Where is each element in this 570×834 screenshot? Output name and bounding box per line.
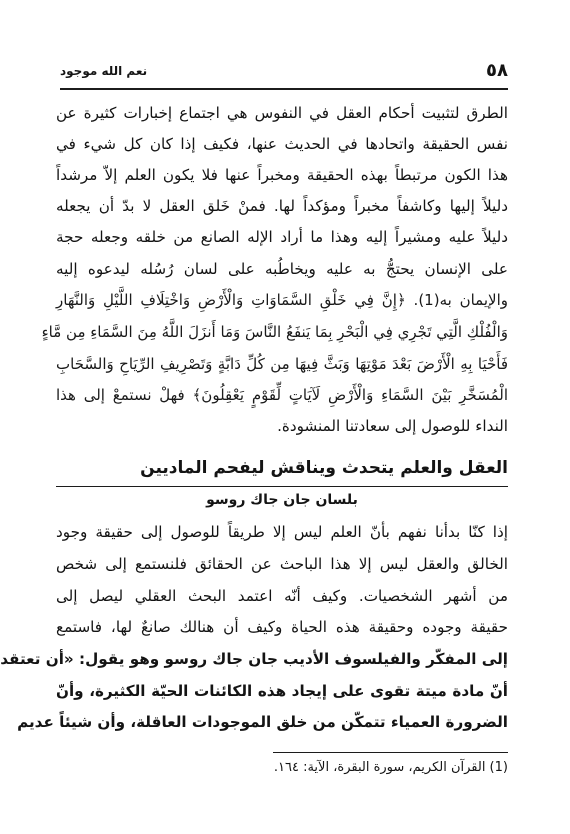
paragraph2-line-3: من أشهر الشخصيات. وكيف أنّه اعتمد البحث العقلي ليصل إلى xyxy=(56,587,508,605)
paragraph2-line-1: إذا كنّا بدأنا نفهم بأنّ العلم ليس إلا طريقاً للوصول إلى حقيقة وجود xyxy=(56,523,508,541)
page-number: ٥٨ xyxy=(486,60,508,81)
paragraph1-line-6: على الإنسان يحتجُّ به عليه ويخاطُبه على لسان رُسُله ليدعوه إليه xyxy=(56,260,508,278)
footnote-separator xyxy=(273,752,508,753)
footnote: (1) القرآن الكريم، سورة البقرة، الآية: ١٦٤. xyxy=(273,760,508,775)
paragraph1-line-1: الطرق لتثبيت أحكام العقل في النفوس هي اجتماع إخبارات كثيرة عن xyxy=(56,104,508,122)
section-author: بلسان جان جاك روسو xyxy=(206,492,358,508)
paragraph2-line-2: الخالق والعقل ليس إلا هذا الباحث عن الحقائق فلنستمع إلى شخص xyxy=(56,555,508,573)
quran-verse-line-2: فَأَحْيَا بِهِ الْأَرْضَ بَعْدَ مَوْتِهَا وَبَثَّ فِيهَا مِن كُلِّ دَابَّةٍ وَتَصْرِيفِ الرِّيَاحِ وَالسَّحَابِ xyxy=(56,355,508,373)
heading-underline xyxy=(56,486,508,487)
paragraph1-line-2: نفس الحقيقة واتحادها في الحديث عنها، فكيف إذا كان كل شيء في xyxy=(56,135,508,153)
paragraph2-line-5: إلى المفكّر والفيلسوف الأديب جان جاك روسو وهو يقول: «أن تعتقد xyxy=(0,650,508,668)
paragraph1-line-last: النداء للوصول إلى سعادتنا المنشودة. xyxy=(277,417,508,435)
quran-verse-line-3: الْمُسَخَّرِ بَيْنَ السَّمَاءِ وَالْأَرْضِ لَآيَاتٍ لِّقَوْمٍ يَعْقِلُونَ﴾ فهلْ نستمعْ إلى هذا xyxy=(56,386,508,404)
paragraph1-line-3: هذا الكون مرتبطاً بهذه الحقيقة ومخبراً عنها فلا يكون العلم إلاّ مرشداً xyxy=(56,166,508,184)
book-title: نعم الله موجود xyxy=(60,64,148,78)
running-header xyxy=(60,60,508,90)
quran-verse-line-1: وَالْفُلْكِ الَّتِي تَجْرِي فِي الْبَحْرِ بِمَا يَنفَعُ النَّاسَ وَمَا أَنزَلَ اللَّهُ مِنَ السَّمَاءِ مِن مَّاءٍ xyxy=(41,323,508,341)
paragraph2-line-6: أنّ مادة ميتة تقوى على إيجاد هذه الكائنات الحيّة الكثيرة، وأنّ xyxy=(56,682,508,700)
paragraph2-line-4: حقيقة وجوده وحقيقة هذه الحياة وكيف أن هنالك صانعٌ لها، فاستمع xyxy=(56,618,508,636)
paragraph2-line-7: الضرورة العمياء تتمكّن من خلق الموجودات العاقلة، وأن شيئاً عديم xyxy=(17,713,508,731)
paragraph1-line-4: دليلاً إليها وكاشفاً مخبراً ومؤكداً لها. فمنْ خَلق العقل لا بدّ أن يجعله xyxy=(56,197,508,215)
paragraph1-line-7: والإيمان به(1). ﴿إِنَّ فِي خَلْقِ السَّمَاوَاتِ وَالْأَرْضِ وَاخْتِلَافِ اللَّيْلِ وَالنَّهَارِ xyxy=(56,291,508,309)
section-heading: العقل والعلم يتحدث ويناقش ليفحم الماديين xyxy=(140,458,508,478)
paragraph1-line-5: دليلاً عليه ومشيراً إليه وهذا ما أراد الإله الصانع من خلقه وجعله حجة xyxy=(56,228,508,246)
